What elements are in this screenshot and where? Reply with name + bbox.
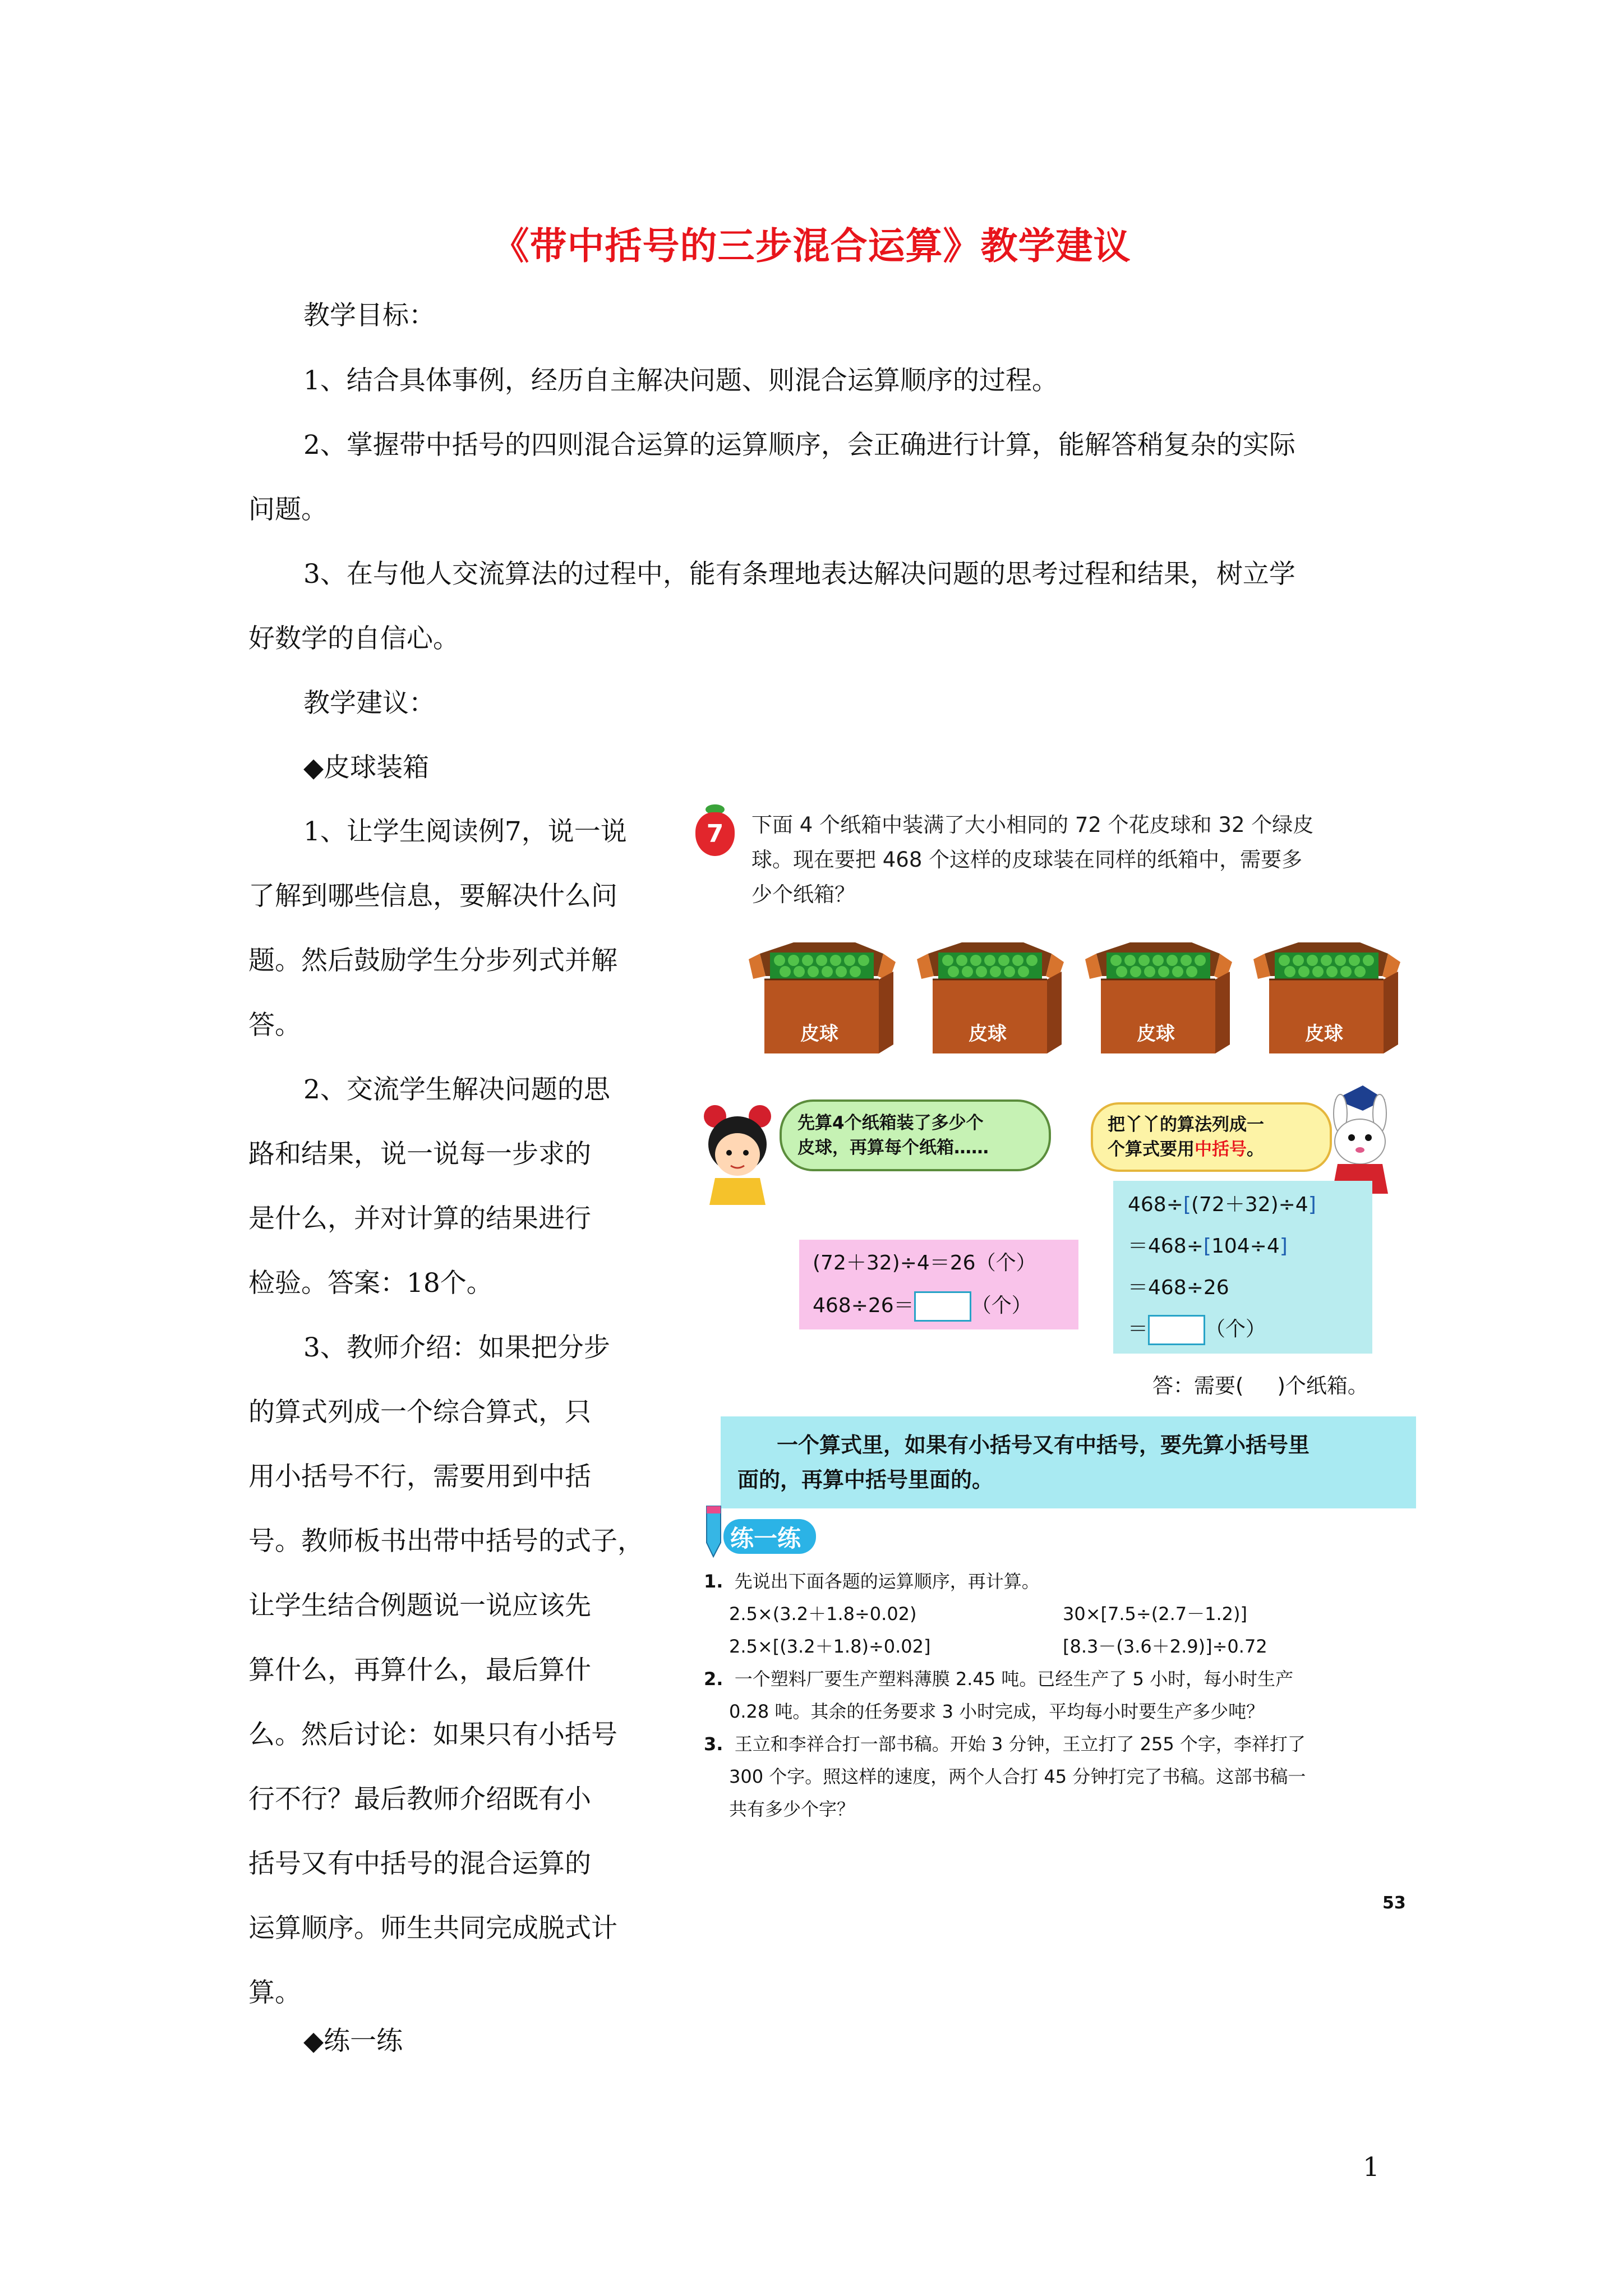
exercise-number: 1. bbox=[704, 1571, 723, 1592]
advice-line: 答。 bbox=[248, 1010, 301, 1041]
advice-line: 让学生结合例题说一说应该先 bbox=[248, 1590, 591, 1621]
goals-heading: 教学目标： bbox=[303, 300, 435, 331]
calc-line bbox=[1128, 1226, 1358, 1267]
calc-line: ＝468÷26 bbox=[1128, 1276, 1229, 1299]
bubble-keyword: 中括号 bbox=[1195, 1139, 1247, 1159]
goal-1: 1、结合具体事例，经历自主解决问题、则混合运算顺序的过程。 bbox=[303, 365, 1058, 396]
calc-text: (72＋32)÷4 bbox=[1191, 1193, 1308, 1216]
calc-line bbox=[1128, 1184, 1358, 1226]
example-question bbox=[751, 808, 1313, 912]
rule-box bbox=[721, 1416, 1416, 1508]
advice-line: 路和结果，说一说每一步求的 bbox=[248, 1139, 591, 1170]
exercise-list bbox=[704, 1565, 1422, 1825]
teaching-advice-column bbox=[248, 799, 663, 2025]
advice-line: 是什么，并对计算的结果进行 bbox=[248, 1203, 591, 1234]
advice-line: 算。 bbox=[248, 1977, 301, 2008]
expression: 30×[7.5÷(2.7－1.2)] bbox=[1063, 1603, 1247, 1625]
goal-3-line-1: 3、在与他人交流算法的过程中，能有条理地表达解决问题的思考过程和结果，树立学 bbox=[303, 559, 1295, 590]
calc-text: （个） bbox=[1205, 1318, 1266, 1341]
rule-line: 一个算式里，如果有小括号又有中括号，要先算小括号里 bbox=[777, 1433, 1310, 1457]
advice-line: 么。然后讨论：如果只有小括号 bbox=[248, 1719, 617, 1750]
bubble-text: 。 bbox=[1247, 1139, 1264, 1159]
advice-line: 运算顺序。师生共同完成脱式计 bbox=[248, 1913, 617, 1944]
bubble-line: 先算4个纸箱装了多少个 bbox=[797, 1113, 984, 1133]
advice-line: 检验。答案：18个。 bbox=[248, 1268, 493, 1299]
rabbit-icon bbox=[1318, 1083, 1402, 1195]
box-label: 皮球 bbox=[1305, 1023, 1343, 1045]
advice-line: 行不行？最后教师介绍既有小 bbox=[248, 1784, 591, 1815]
section-heading-practice: ◆练一练 bbox=[303, 2026, 403, 2056]
step-by-step-calculation bbox=[799, 1240, 1078, 1329]
practice-title: 练一练 bbox=[730, 1525, 801, 1552]
rabbit-character bbox=[1318, 1083, 1402, 1197]
calc-line: (72＋32)÷4＝26（个） bbox=[813, 1251, 1036, 1274]
bracket: [ bbox=[1203, 1235, 1211, 1258]
advice-line: 用小括号不行，需要用到中括 bbox=[248, 1461, 591, 1492]
bubble-line: 皮球，再算每个纸箱…… bbox=[797, 1138, 989, 1158]
calc-text: ＝468÷ bbox=[1128, 1235, 1204, 1258]
advice-heading: 教学建议： bbox=[303, 688, 435, 719]
box-label: 皮球 bbox=[800, 1023, 838, 1045]
exercise-1-expressions bbox=[704, 1598, 1422, 1663]
advice-line: 2、交流学生解决问题的思 bbox=[303, 1074, 610, 1105]
expression: [8.3－(3.6＋2.9)]÷0.72 bbox=[1063, 1636, 1267, 1657]
section-heading-ball-boxing: ◆皮球装箱 bbox=[303, 752, 430, 783]
goal-3-line-2: 好数学的自信心。 bbox=[248, 623, 459, 654]
exercise-text: 一个塑料厂要生产塑料薄膜 2.45 吨。已经生产了 5 小时，每小时生产 bbox=[734, 1668, 1294, 1690]
expression: 2.5×(3.2＋1.8÷0.02) bbox=[729, 1603, 917, 1625]
advice-line: 算什么，再算什么，最后算什 bbox=[248, 1655, 591, 1686]
bracket: [ bbox=[1183, 1193, 1191, 1216]
box-label: 皮球 bbox=[1137, 1023, 1175, 1045]
bracket: ] bbox=[1308, 1193, 1316, 1216]
advice-line: 括号又有中括号的混合运算的 bbox=[248, 1848, 591, 1879]
page-number: 1 bbox=[1363, 2152, 1380, 2183]
bubble-line bbox=[1108, 1137, 1315, 1162]
answer-text: )个纸箱。 bbox=[1277, 1374, 1368, 1398]
exercise-text: 先说出下面各题的运算顺序，再计算。 bbox=[734, 1571, 1040, 1592]
calc-text: 468÷ bbox=[1128, 1193, 1183, 1216]
question-line: 少个纸箱？ bbox=[751, 882, 855, 907]
advice-line: 3、教师介绍：如果把分步 bbox=[303, 1332, 610, 1363]
calc-line bbox=[813, 1285, 1065, 1327]
girl-character bbox=[698, 1099, 777, 1208]
advice-line: 号。教师板书出带中括号的式子， bbox=[248, 1526, 644, 1557]
exercise-text: 300 个字。照这样的速度，两个人合打 45 分钟打完了书稿。这部书稿一 bbox=[729, 1766, 1306, 1787]
goal-2-line-2: 问题。 bbox=[248, 494, 328, 525]
question-line: 下面 4 个纸箱中装满了大小相同的 72 个花皮球和 32 个绿皮 bbox=[751, 813, 1314, 837]
ball-boxes-illustration bbox=[749, 937, 1405, 1066]
bracket: ] bbox=[1279, 1235, 1288, 1258]
exercise-2 bbox=[704, 1663, 1422, 1695]
exercise-1 bbox=[704, 1565, 1422, 1598]
exercise-text: 共有多少个字？ bbox=[729, 1798, 855, 1820]
exercise-number: 3. bbox=[704, 1733, 723, 1755]
exercise-3 bbox=[704, 1728, 1422, 1760]
box-label: 皮球 bbox=[969, 1023, 1007, 1045]
girl-speech-bubble bbox=[780, 1099, 1051, 1171]
calc-text: 104÷4 bbox=[1211, 1235, 1280, 1258]
bubble-line: 把丫丫的算法列成一 bbox=[1108, 1115, 1264, 1135]
exercise-text: 王立和李祥合打一部书稿。开始 3 分钟，王立打了 255 个字，李祥打了 bbox=[734, 1733, 1306, 1755]
advice-line: 题。然后鼓励学生分步列式并解 bbox=[248, 945, 617, 976]
goal-2-line-1: 2、掌握带中括号的四则混合运算的运算顺序，会正确进行计算，能解答稍复杂的实际 bbox=[303, 430, 1295, 461]
exercise-number: 2. bbox=[704, 1668, 723, 1690]
calc-text: ＝ bbox=[1128, 1318, 1149, 1341]
exercise-text: 0.28 吨。其余的任务要求 3 小时完成，平均每小时要生产多少吨？ bbox=[729, 1701, 1265, 1722]
calc-text: （个） bbox=[971, 1294, 1032, 1317]
book-page-number: 53 bbox=[1382, 1893, 1406, 1913]
advice-line: 1、让学生阅读例7，说一说 bbox=[303, 816, 627, 847]
rule-line: 面的，再算中括号里面的。 bbox=[737, 1467, 994, 1492]
answer-text: 答：需要( bbox=[1152, 1374, 1244, 1398]
combined-calculation bbox=[1113, 1181, 1372, 1354]
girl-icon bbox=[698, 1099, 777, 1206]
question-line: 球。现在要把 468 个这样的皮球装在同样的纸箱中，需要多 bbox=[751, 848, 1303, 872]
advice-line: 了解到哪些信息，要解决什么问 bbox=[248, 881, 617, 912]
example-number: 7 bbox=[695, 812, 735, 856]
page-title: 《带中括号的三步混合运算》教学建议 bbox=[492, 224, 1131, 268]
textbook-figure bbox=[695, 808, 1419, 1930]
rabbit-speech-bubble bbox=[1091, 1102, 1332, 1172]
calc-line bbox=[1128, 1309, 1358, 1350]
answer-box bbox=[1148, 1315, 1205, 1345]
advice-line: 的算式列成一个综合算式，只 bbox=[248, 1397, 591, 1428]
bubble-text: 个算式要用 bbox=[1108, 1139, 1195, 1159]
expression: 2.5×[(3.2＋1.8)÷0.02] bbox=[729, 1636, 931, 1657]
calc-text: 468÷26＝ bbox=[813, 1294, 914, 1317]
ball-boxes-row bbox=[749, 937, 1405, 1066]
answer-box bbox=[914, 1291, 971, 1322]
answer-sentence bbox=[1152, 1369, 1368, 1399]
